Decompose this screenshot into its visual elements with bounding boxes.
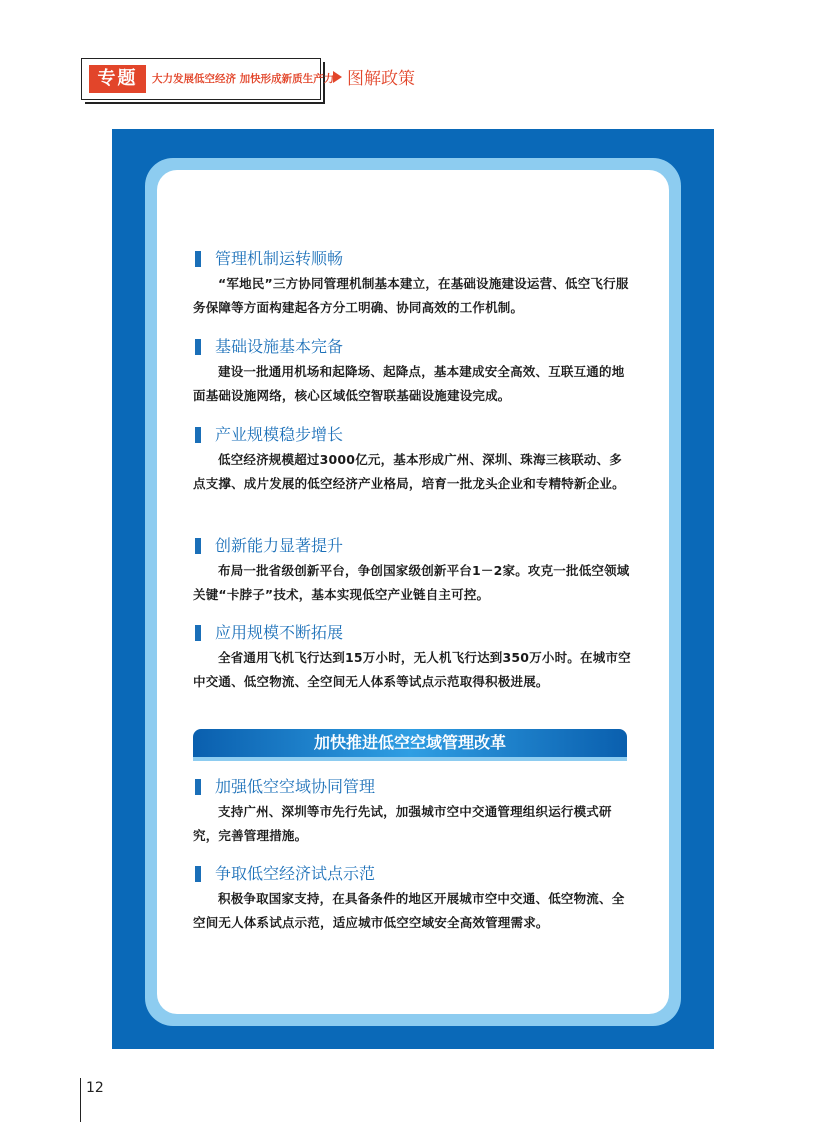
item-body: 积极争取国家支持，在具备条件的地区开展城市空中交通、低空物流、全空间无人体系试点示范，适应城市低空空域安全高效管理需求。: [193, 891, 625, 930]
heading-bar-icon: [195, 625, 201, 641]
heading-bar-icon: [195, 339, 201, 355]
item-heading: [193, 424, 633, 446]
item-body: 支持广州、深圳等市先行先试，加强城市空中交通管理组织运行模式研究，完善管理措施。: [193, 804, 612, 843]
item-heading-text: 争取低空经济试点示范: [215, 864, 376, 883]
item-body: 低空经济规模超过3000亿元，基本形成广州、深圳、珠海三核联动、多点支撑、成片发展的低空经济产业格局，培育一批龙头企业和专精特新企业。: [193, 452, 625, 491]
section-name: 图解政策: [347, 69, 415, 89]
item-heading: [193, 622, 633, 644]
list-item: [193, 622, 633, 694]
item-heading: [193, 248, 633, 270]
item-heading-text: 应用规模不断拓展: [215, 623, 344, 642]
item-body: 建设一批通用机场和起降场、起降点，基本建成安全高效、互联互通的地面基础设施网络，核心区域低空智联基础设施建设完成。: [193, 364, 625, 403]
section-banner: 加快推进低空空域管理改革: [193, 729, 627, 757]
item-heading-text: 管理机制运转顺畅: [215, 249, 344, 268]
item-heading: [193, 863, 633, 885]
list-item: [193, 535, 633, 607]
list-item: [193, 424, 633, 496]
list-item: [193, 776, 633, 848]
topic-header: [81, 58, 335, 100]
item-heading-text: 加强低空空域协同管理: [215, 777, 376, 796]
heading-bar-icon: [195, 538, 201, 554]
item-heading-text: 基础设施基本完备: [215, 337, 344, 356]
triangle-arrow-icon: [333, 71, 342, 83]
item-body: “军地民”三方协同管理机制基本建立，在基础设施建设运营、低空飞行服务保障等方面构建起各方分工明确、协同高效的工作机制。: [193, 276, 629, 315]
heading-bar-icon: [195, 779, 201, 795]
item-heading: [193, 776, 633, 798]
list-item: [193, 248, 633, 320]
heading-bar-icon: [195, 251, 201, 267]
heading-bar-icon: [195, 866, 201, 882]
topic-title: 大力发展低空经济 加快形成新质生产力: [152, 73, 335, 85]
item-heading: [193, 336, 633, 358]
item-body: 布局一批省级创新平台，争创国家级创新平台1－2家。攻克一批低空领域关键“卡脖子”技术，基本实现低空产业链自主可控。: [193, 563, 630, 602]
item-heading-text: 产业规模稳步增长: [215, 425, 344, 444]
page-rule: [80, 1078, 81, 1122]
topic-tag: 专题: [89, 65, 146, 93]
item-heading: [193, 535, 633, 557]
page-number: 12: [86, 1080, 104, 1096]
heading-bar-icon: [195, 427, 201, 443]
list-item: [193, 863, 633, 935]
banner-underline: [193, 757, 627, 761]
item-heading-text: 创新能力显著提升: [215, 536, 344, 555]
list-item: [193, 336, 633, 408]
item-body: 全省通用飞机飞行达到15万小时，无人机飞行达到350万小时。在城市空中交通、低空物流、全空间无人体系等试点示范取得积极进展。: [193, 650, 631, 689]
